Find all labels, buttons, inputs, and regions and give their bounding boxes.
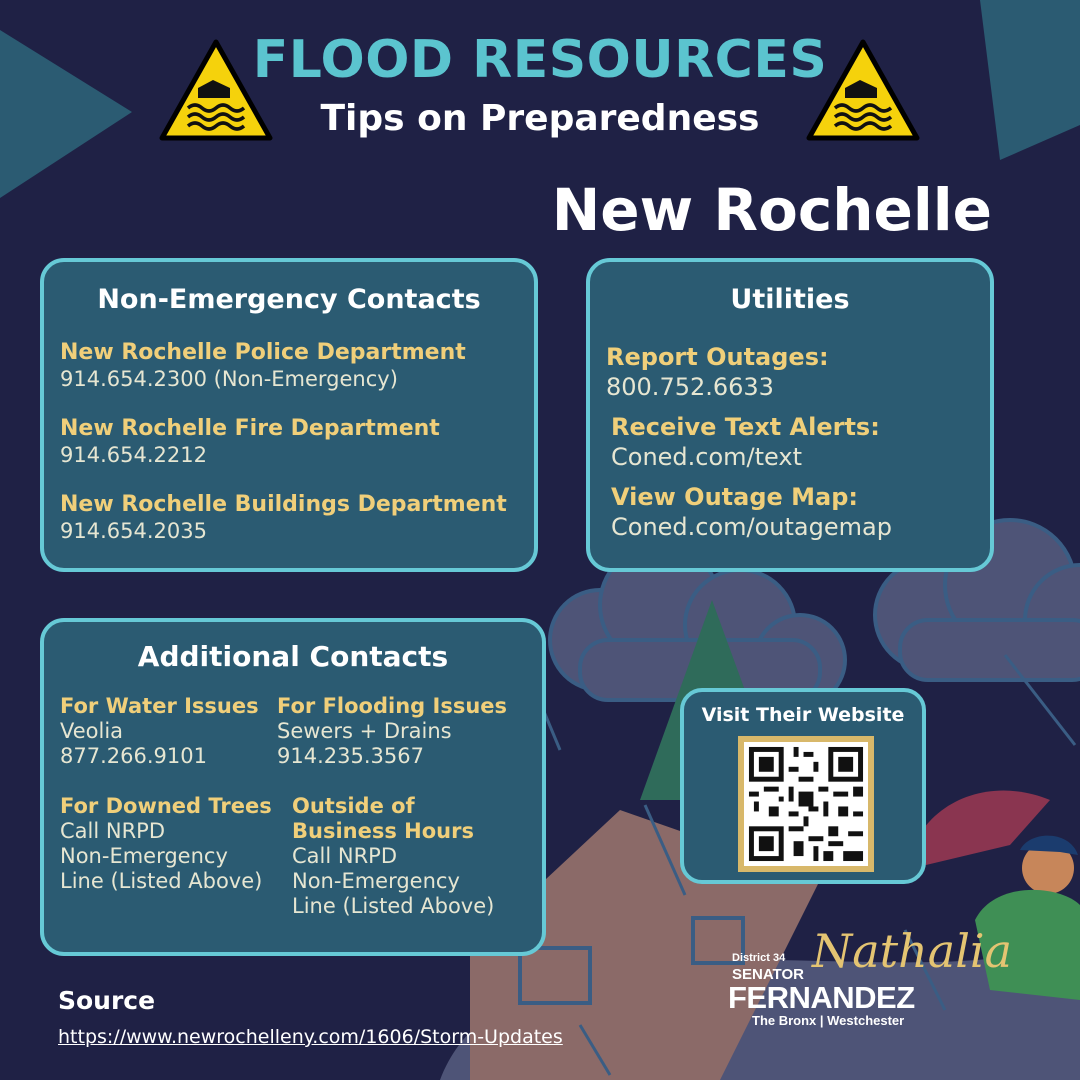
outside-hours-label: Outside of: [292, 794, 415, 818]
additional-contacts-title: Additional Contacts: [137, 640, 449, 673]
logo-last-name: FERNANDEZ: [728, 980, 915, 1015]
logo-district: District 34: [732, 952, 786, 964]
outside-hours-line: Line (Listed Above): [292, 894, 495, 918]
outside-hours-line: Non-Emergency: [292, 869, 460, 893]
contact-label: New Rochelle Fire Department: [60, 416, 440, 441]
outside-hours-label: Business Hours: [292, 819, 474, 843]
utility-label: View Outage Map:: [611, 483, 859, 511]
senator-logo: [728, 922, 1013, 1032]
non-emergency-title: Non-Emergency Contacts: [97, 284, 481, 315]
utilities-card: [586, 258, 994, 572]
contact-item: [60, 416, 526, 468]
contact-phone: 914.654.2212: [60, 443, 207, 467]
contact-phone: 914.654.2300 (Non-Emergency): [60, 367, 398, 391]
logo-region: The Bronx | Westchester: [752, 1013, 905, 1028]
city-heading: New Rochelle: [551, 176, 992, 244]
outside-business-hours: [292, 794, 542, 919]
utility-value: Coned.com/text: [611, 443, 802, 471]
source-label: Source: [58, 986, 156, 1015]
contact-item: [60, 340, 526, 392]
downed-trees: [60, 794, 290, 894]
water-issues-label: For Water Issues: [60, 694, 259, 718]
utilities-title: Utilities: [730, 284, 850, 315]
downed-trees-line: Non-Emergency: [60, 844, 228, 868]
contact-label: New Rochelle Police Department: [60, 340, 466, 365]
downed-trees-line: Line (Listed Above): [60, 869, 263, 893]
qr-code-icon[interactable]: [744, 742, 868, 866]
downed-trees-label: For Downed Trees: [60, 794, 272, 818]
utility-item: [606, 482, 982, 542]
utility-value: 800.752.6633: [606, 373, 774, 401]
flooding-phone: 914.235.3567: [277, 744, 424, 768]
flooding-provider: Sewers + Drains: [277, 719, 452, 743]
qr-frame: [738, 736, 874, 872]
qr-title: Visit Their Website: [701, 704, 905, 726]
logo-first-name: Nathalia: [812, 924, 1013, 978]
water-issues: [60, 694, 280, 769]
utility-label: Receive Text Alerts:: [611, 413, 880, 441]
page-subtitle: Tips on Preparedness: [320, 98, 760, 139]
source-link[interactable]: https://www.newrochelleny.com/1606/Storm-Updates: [58, 1026, 563, 1048]
utility-value: Coned.com/outagemap: [611, 513, 892, 541]
non-emergency-card: [40, 258, 538, 572]
contact-phone: 914.654.2035: [60, 519, 207, 543]
water-provider: Veolia: [60, 719, 124, 743]
utility-item: [606, 412, 982, 472]
utility-label: Report Outages:: [606, 343, 829, 371]
flooding-issues: [277, 694, 537, 769]
utility-item: [606, 342, 982, 402]
contact-item: [60, 492, 526, 544]
additional-contacts-card: [40, 618, 546, 956]
contact-label: New Rochelle Buildings Department: [60, 492, 507, 517]
page-title: FLOOD RESOURCES: [252, 30, 828, 90]
outside-hours-line: Call NRPD: [292, 844, 398, 868]
water-phone: 877.266.9101: [60, 744, 207, 768]
logo-senator: SENATOR: [732, 966, 804, 983]
qr-card[interactable]: [680, 688, 926, 884]
downed-trees-line: Call NRPD: [60, 819, 166, 843]
flooding-issues-label: For Flooding Issues: [277, 694, 508, 718]
